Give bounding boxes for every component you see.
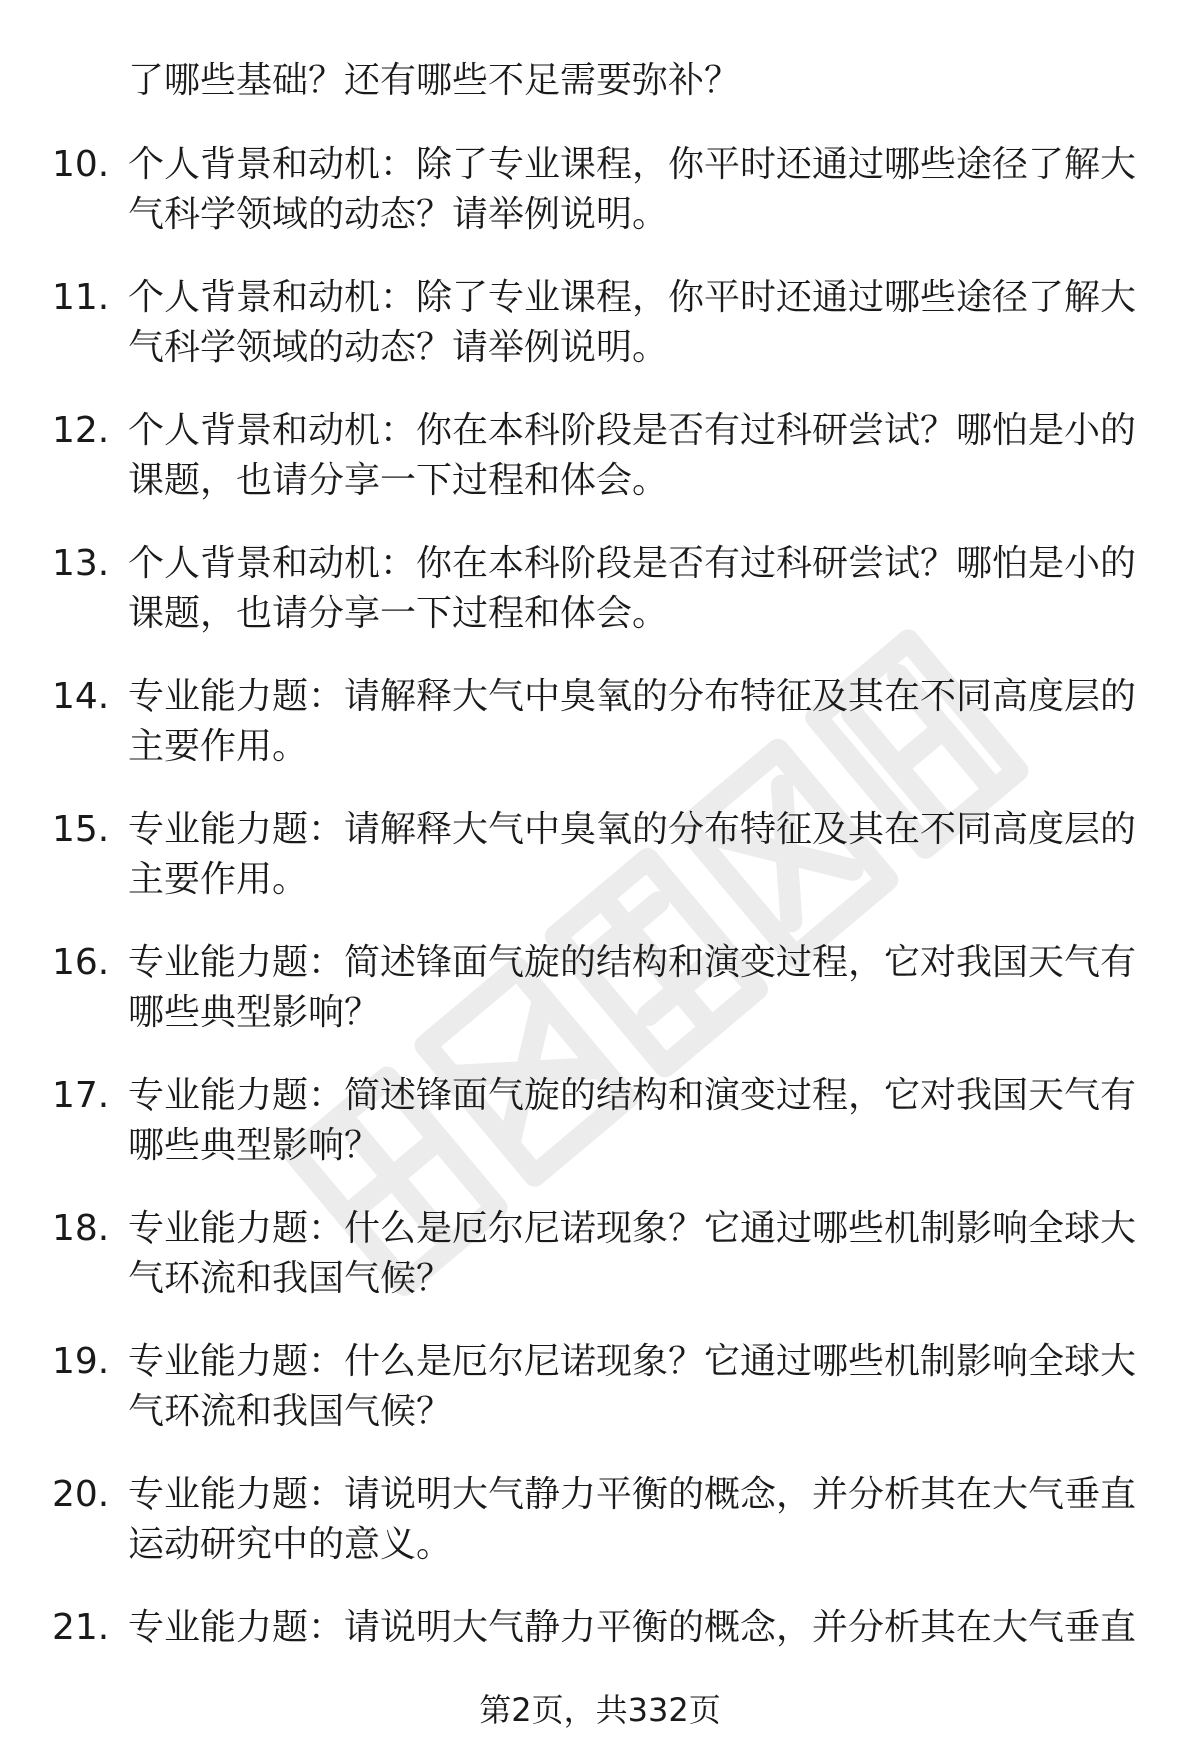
- page-footer: 第2页，共332页: [479, 1691, 721, 1729]
- list-item: [0, 672, 1200, 805]
- question-text: 专业能力题：请解释大气中臭氧的分布特征及其在不同高度层的主要作用。: [128, 676, 1137, 767]
- question-text: 个人背景和动机：你在本科阶段是否有过科研尝试？哪怕是小的课题，也请分享一下过程和体会。: [128, 410, 1137, 501]
- question-number: 15.: [52, 809, 110, 850]
- question-text: 专业能力题：简述锋面气旋的结构和演变过程，它对我国天气有哪些典型影响？: [128, 942, 1137, 1033]
- question-text: 个人背景和动机：除了专业课程，你平时还通过哪些途径了解大气科学领域的动态？请举例说明。: [128, 277, 1137, 368]
- question-number: 18.: [52, 1208, 110, 1249]
- question-number: 10.: [52, 144, 110, 185]
- question-text: 专业能力题：请说明大气静力平衡的概念，并分析其在大气垂直运动研究中的意义。: [128, 1474, 1137, 1565]
- question-number: 17.: [52, 1075, 110, 1116]
- list-item: [0, 140, 1200, 273]
- question-list: [0, 140, 1200, 1736]
- question-text: 专业能力题：什么是厄尔尼诺现象？它通过哪些机制影响全球大气环流和我国气候？: [128, 1341, 1137, 1432]
- list-item: [0, 273, 1200, 406]
- list-item: [0, 539, 1200, 672]
- question-text: 个人背景和动机：除了专业课程，你平时还通过哪些途径了解大气科学领域的动态？请举例说明。: [128, 144, 1137, 235]
- question-text: 专业能力题：请说明大气静力平衡的概念，并分析其在大气垂直: [128, 1607, 1137, 1648]
- continued-question-text: 了哪些基础？还有哪些不足需要弥补？: [128, 60, 741, 101]
- question-number: 11.: [52, 277, 110, 318]
- question-number: 21.: [52, 1607, 110, 1648]
- question-text: 专业能力题：请解释大气中臭氧的分布特征及其在不同高度层的主要作用。: [128, 809, 1137, 900]
- question-number: 16.: [52, 942, 110, 983]
- question-number: 13.: [52, 543, 110, 584]
- question-text: 个人背景和动机：你在本科阶段是否有过科研尝试？哪怕是小的课题，也请分享一下过程和体会。: [128, 543, 1137, 634]
- question-text: 专业能力题：简述锋面气旋的结构和演变过程，它对我国天气有哪些典型影响？: [128, 1075, 1137, 1166]
- question-number: 19.: [52, 1341, 110, 1382]
- list-item: [0, 805, 1200, 938]
- list-item: [0, 1470, 1200, 1603]
- list-item: [0, 1071, 1200, 1204]
- list-item: [0, 406, 1200, 539]
- list-item: [0, 938, 1200, 1071]
- list-item: [0, 1204, 1200, 1337]
- list-item: [0, 1337, 1200, 1470]
- question-number: 14.: [52, 676, 110, 717]
- question-number: 20.: [52, 1474, 110, 1515]
- question-text: 专业能力题：什么是厄尔尼诺现象？它通过哪些机制影响全球大气环流和我国气候？: [128, 1208, 1137, 1299]
- question-number: 12.: [52, 410, 110, 451]
